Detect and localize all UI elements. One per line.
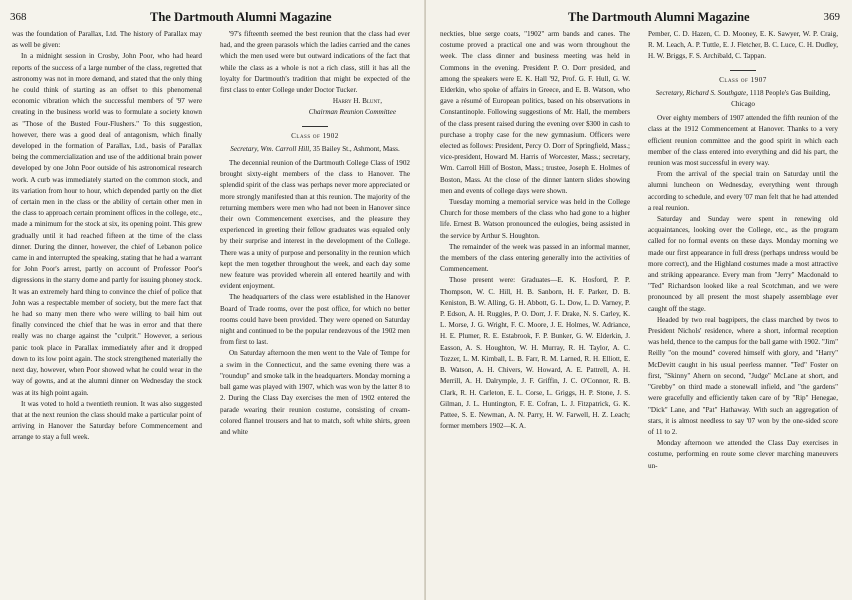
paragraph: Saturday and Sunday were spent in renewing old acquaintances, looking over the College, etc., as the program called for no formal events on these days. Monday morning we made our first appearance in full dress (perhaps undress would be more correct), and the Highland costumes made a most attractive and striking appearance. Every man from "Jerry" Macdonald to "Ted" Richardson looked like a real Scotchman, and we were pronounced by all present the most shapely assemblage ever caught off the stage. [648, 215, 838, 313]
secretary-address: 35 Bailey St., Ashmont, Mass. [312, 144, 400, 153]
signature-name: Harry H. Blunt, [332, 97, 382, 106]
paragraph: was the foundation of Parallax, Ltd. The history of Parallax may as well be given: [12, 30, 202, 50]
paragraph: From the arrival of the special train on Saturday until the alumni luncheon on Wednesday, everything went through according to schedule, and every '07 man felt that he had attended a real reunion. [648, 170, 838, 212]
secretary-line [648, 88, 838, 110]
secretary-line [220, 144, 410, 155]
paragraph: The decennial reunion of the Dartmouth College Class of 1902 brought sixty-eight members of the class to Hanover. The splendid spirit of the class was perhaps never more appreciated or more strongly manifested than at this reunion. The majority of the returning members were men who had not been in Hanover since their own Commencement exercises, and the pleasure they experienced in greeting their fellow graduates was equaled only by their surprise and interest in the development of the College. There was a unity of purpose and personality in the reunion which kept the men together throughout the week, and each day some new feature was provided wherein all entered heartily and with evident enjoyment. [220, 159, 410, 291]
paragraph: Monday afternoon we attended the Class Day exercises in costume, performing en route some clever marching maneuvers un- [648, 439, 838, 470]
paragraph: Over eighty members of 1907 attended the fifth reunion of the class at the 1912 Commencement at Hanover. Thanks to a very efficient reunion committee and the good spirit in which each member of the class entered into everything and did his part, the reunion was most successful in every way. [648, 114, 838, 168]
left-column-2 [220, 29, 410, 595]
class-heading: Class of 1907 [719, 75, 767, 84]
right-column-2 [648, 29, 838, 595]
paragraph: '97's fifteenth seemed the best reunion that the class had ever had, and the green parasols which the ladies carried and the canes which the men used were but outward indications of the fact that while the class as a whole is not a rich class, still it has all the loyalty for Dartmouth's tradition that might be expected of the first class to enter College under Doctor Tucker. [220, 30, 410, 95]
paragraph: Tuesday morning a memorial service was held in the College Church for those members of the class who had gone to a higher life. Ernest B. Watson pronounced the eulogies, being assisted in the service by Arthur S. Houghton. [440, 198, 630, 240]
paragraph: The remainder of the week was passed in an informal manner, the members of the class entering generally into the activities of Commencement. [440, 242, 630, 274]
paragraph: Headed by two real bagpipers, the class marched by twos to President Nichols' residence, where a short, informal reception was held, thence to the campus for the ball game with 1902. "Jim" Reilly "on the mound" covered himself with glory, and "Harry" McDevitt caught in his usual peerless manner. "Ted" Foster on first, "Skinny" Ahern on second, "Judge" McLane at short, and "Grebby" on third made a stonewall infield, and "the gardens" were gracefully and efficiently taken care of by "Rip" Henegae, "Dick" Lane, and "Pat" Hathaway. With such an aggregation of stars, it is almost needless to say '07 won by the one-sided score of 11 to 2. [648, 315, 838, 436]
class-heading: Class of 1902 [291, 131, 339, 140]
right-page-header [440, 9, 840, 25]
right-column-1 [440, 29, 630, 595]
page-number: 369 [823, 11, 840, 23]
left-column-1 [12, 29, 202, 595]
paragraph: Those present were: Graduates—E. K. Hosford, P. P. Thompson, W. C. Hill, H. B. Sanborn, H. F. Parker, D. B. Keniston, B. W. Alling, G. H. Abbott, G. L. Dow, L. D. Varney, P. P. Edson, A. H. Ruggles, P. O. Dorr, J. F. Drake, N. S. Carley, K. L. Morse, J. G. Wright, F. C. Moore, J. E. Holmes, W. Adriance, H. E. Plumer, R. E. Estabrook, F. P. Bunker, G. W. Elderkin, J. Easson, A. S. Houghton, W. H. Murray, R. H. Taylor, A. C. Tozzer, L. M. Kimball, L. B. Farr, R. M. Larned, R. H. Elliott, E. B. Watson, A. H. Chivers, W. Howard, A. E. Pattrell, A. H. Merrill, A. H. Dalrymple, J. F. Griffin, J. C. O'Connor, R. B. Clark, R. H. Carleton, E. L. Corse, L. Griggs, H. P. Stone, J. S. Gilman, J. L. Huntington, F. E. Cofran, L. J. Fitzpatrick, G. K. Pattee, S. E. Newman, A. N. Parry, H. W. Farwell, H. Z. Leach; former members 1902—K. A. [440, 276, 630, 431]
signature-title: Chairman Reunion Committee [308, 108, 396, 117]
paragraph: neckties, blue serge coats, "1902" arm bands and canes. The costume proved a practical one and was worn throughout the week. The class dinner and business meeting was held in Commons in the evening. President P. O. Dorr presided, and among the speakers were E. K. Hall '92, Prof. G. F. Hull, G. W. Elderkin, who spoke of affairs in Greece, and E. B. Watson, who gave a résumé of European politics, based on his observations in Constantinople. Following suggestions of Mr. Hall, the members of the class present raised during the evening over $300 in cash to purchase a trophy case for the new gymnasium. Officers were elected as follows: President, Percy O. Dorr of Springfield, Mass.; vice-president, Howard M. Harris of Worcester, Mass.; secretary, Wm. Carroll Hill of Boston, Mass.; trustee, Joseph E. Holmes of Boston, Mass. At the close of the dinner lantern slides showing men and events of college days were shown. [440, 30, 630, 195]
left-page-header [10, 9, 410, 25]
secretary-name: Secretary, Richard S. Southgate, [655, 88, 748, 97]
secretary-address: 1118 People's Gas Building, Chicago [731, 88, 831, 109]
paragraph: On Saturday afternoon the men went to the Vale of Tempe for a swim in the Connecticut, and the same evening there was a "roundup" and smoke talk in the headquarters. Monday morning a ball game was played with 1907, which was won by the latter 8 to 2. During the Class Day exercises the men of 1902 entered the parade wearing their reunion costume, consisting of cream-colored flannel trousers and hat to match, soft white shirts, green and white [220, 349, 410, 436]
paragraph: It was voted to hold a twentieth reunion. It was also suggested that at the next reunion the class should make a particular point of arriving in Hanover the Saturday before Commencement and arrange to stay a full week. [12, 399, 202, 442]
secretary-name: Secretary, Wm. Carroll Hill, [230, 144, 312, 153]
section-divider [730, 70, 756, 71]
paragraph: Pember, C. D. Hazen, C. D. Mooney, E. K. Sawyer, W. P. Craig, R. M. Leach, A. P. Tuttle, E. J. Fletcher, B. C. Luce, C. H. Dudley, H. W. Briggs, F. S. Archibald, C. Tappan. [648, 30, 838, 61]
paragraph: In a midnight session in Crosby, John Poor, who had heard reports of the success of a large number of the class, regretted that astronomy was not in more demand, and stated that the only thing he could think of starting as an offset to this phenomenal economic vibration which the successful members of '97 were creating in the business world was to formulate a society known as "Those of the Busted Four-Flushers." To this suggestion, however, there was a good deal of antagonism, which finally developed in the formation of Parallax, Ltd., basis of Parallax being the commercialization and use of the additional brain power developed by one John Poor outside of his astronomical research work. A curb was immediately started on the common stock, and its variation from hour to hour, which depended partly on the diet of certain men in the class or the ability of certain other men in the class to approach certain prominent offices in the college, etc., made a minimum for the stock at six, its opening point. This grew gradually until it had reached fifteen at the time of the class dinner. During the dinner, however, the chief of Lebanon police came in and interrupted the speaking, stating that he had a warrant for John Poor's arrest, partly on account of Professor Poor's digressions in the starry dome and partly for issuing phoney stock. It was an extremely hard thing to convince the chief of police that John was a respectable member of society, but the mere fact that he had so many men there who were willing to bail him out finally convinced the chief that he was in error and that there really was no charge against the "culprit." However, a serious panic took place in Parallax immediately after and it dropped down to its low point again. The stock strengthened materially the next day, however, when Poor showed what he could wear in the way of gowns, and at the alumni dinner on Wednesday the stock was at its high point again. [12, 52, 202, 397]
running-title: The Dartmouth Alumni Magazine [568, 10, 750, 24]
page-number: 368 [10, 11, 27, 23]
running-title: The Dartmouth Alumni Magazine [150, 10, 332, 24]
right-page [426, 0, 852, 600]
paragraph: The headquarters of the class were established in the Hanover Board of Trade rooms, over the post office, for which no better rooms could have been provided. They were opened on Saturday night and continued to be the popular rendezvous of the 1902 men from first to last. [220, 293, 410, 347]
section-divider [302, 126, 328, 127]
